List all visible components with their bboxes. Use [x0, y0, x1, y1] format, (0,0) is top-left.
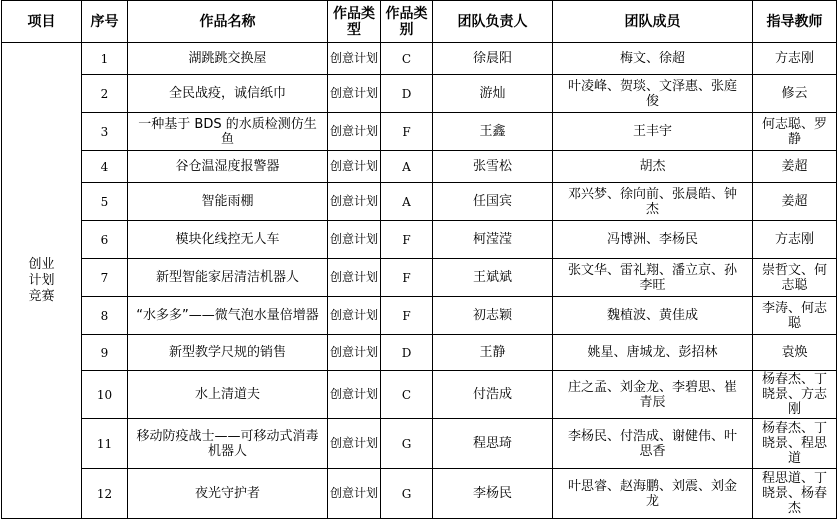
row-name: 一种基于 BDS 的水质检测仿生鱼: [128, 113, 328, 151]
row-name: 全民战疫，诚信纸巾: [128, 75, 328, 113]
row-category: D: [381, 75, 433, 113]
row-leader: 王鑫: [433, 113, 553, 151]
row-advisor: 何志聪、罗静: [753, 113, 837, 151]
row-name: 谷仓温湿度报警器: [128, 151, 328, 183]
row-advisor: 崇哲文、何志聪: [753, 259, 837, 297]
row-leader: 张雪松: [433, 151, 553, 183]
row-members: 冯博洲、李杨民: [553, 221, 753, 259]
row-category: A: [381, 151, 433, 183]
row-type: 创意计划: [328, 371, 381, 419]
row-index: 4: [82, 151, 128, 183]
row-name: “水多多”——微气泡水量倍增器: [128, 297, 328, 335]
row-category: C: [381, 371, 433, 419]
row-type: 创意计划: [328, 113, 381, 151]
row-leader: 付浩成: [433, 371, 553, 419]
row-leader: 王静: [433, 335, 553, 371]
row-advisor: 修云: [753, 75, 837, 113]
row-index: 3: [82, 113, 128, 151]
row-category: F: [381, 259, 433, 297]
row-type: 创意计划: [328, 335, 381, 371]
row-type: 创意计划: [328, 259, 381, 297]
row-category: F: [381, 221, 433, 259]
table-row: [2, 183, 837, 221]
row-name: 模块化线控无人车: [128, 221, 328, 259]
table-row: [2, 419, 837, 469]
row-type: 创意计划: [328, 419, 381, 469]
row-type: 创意计划: [328, 75, 381, 113]
header-leader: 团队负责人: [433, 1, 553, 43]
header-name: 作品名称: [128, 1, 328, 43]
header-index: 序号: [82, 1, 128, 43]
table-row: [2, 469, 837, 519]
row-category: G: [381, 419, 433, 469]
row-members: 梅文、徐超: [553, 43, 753, 75]
row-category: F: [381, 297, 433, 335]
row-advisor: 李涛、何志聪: [753, 297, 837, 335]
row-leader: 王斌斌: [433, 259, 553, 297]
row-advisor: 方志刚: [753, 43, 837, 75]
header-type: 作品类型: [328, 1, 381, 43]
row-index: 9: [82, 335, 128, 371]
row-index: 5: [82, 183, 128, 221]
row-advisor: 杨春杰、丁晓景、方志刚: [753, 371, 837, 419]
header-members: 团队成员: [553, 1, 753, 43]
row-name: 湖跳跳交换屋: [128, 43, 328, 75]
row-index: 11: [82, 419, 128, 469]
row-type: 创意计划: [328, 183, 381, 221]
header-row: [2, 1, 837, 43]
row-advisor: 姜超: [753, 183, 837, 221]
row-advisor: 程思道、丁晓景、杨春杰: [753, 469, 837, 519]
project-cell: 创业计划竞赛: [2, 43, 82, 519]
row-members: 叶凌峰、贺琰、文泽惠、张庭俊: [553, 75, 753, 113]
row-leader: 徐晨阳: [433, 43, 553, 75]
row-name: 夜光守护者: [128, 469, 328, 519]
row-members: 姚星、唐城龙、彭招林: [553, 335, 753, 371]
row-type: 创意计划: [328, 43, 381, 75]
table-row: [2, 113, 837, 151]
row-leader: 初志颖: [433, 297, 553, 335]
row-name: 智能雨棚: [128, 183, 328, 221]
row-leader: 李杨民: [433, 469, 553, 519]
row-index: 8: [82, 297, 128, 335]
row-advisor: 杨春杰、丁晓景、程思道: [753, 419, 837, 469]
row-index: 7: [82, 259, 128, 297]
row-category: C: [381, 43, 433, 75]
row-type: 创意计划: [328, 151, 381, 183]
row-index: 6: [82, 221, 128, 259]
row-index: 1: [82, 43, 128, 75]
table-row: [2, 221, 837, 259]
row-name: 移动防疫战士——可移动式消毒机器人: [128, 419, 328, 469]
row-name: 新型教学尺规的销售: [128, 335, 328, 371]
row-members: 李杨民、付浩成、谢健伟、叶思香: [553, 419, 753, 469]
row-index: 12: [82, 469, 128, 519]
header-category: 作品类别: [381, 1, 433, 43]
competition-table: [1, 0, 837, 519]
row-members: 邓兴梦、徐向前、张晨皓、钟杰: [553, 183, 753, 221]
row-members: 叶思睿、赵海鹏、刘震、刘金龙: [553, 469, 753, 519]
row-name: 水上清道夫: [128, 371, 328, 419]
row-members: 王丰宇: [553, 113, 753, 151]
row-name: 新型智能家居清洁机器人: [128, 259, 328, 297]
row-advisor: 姜超: [753, 151, 837, 183]
table-row: [2, 335, 837, 371]
row-type: 创意计划: [328, 297, 381, 335]
row-category: G: [381, 469, 433, 519]
row-advisor: 袁焕: [753, 335, 837, 371]
row-type: 创意计划: [328, 221, 381, 259]
row-category: A: [381, 183, 433, 221]
row-members: 张文华、雷礼翔、潘立京、孙李旺: [553, 259, 753, 297]
table-row: [2, 371, 837, 419]
row-index: 10: [82, 371, 128, 419]
table-row: [2, 43, 837, 75]
row-index: 2: [82, 75, 128, 113]
row-category: F: [381, 113, 433, 151]
row-members: 胡杰: [553, 151, 753, 183]
row-leader: 游灿: [433, 75, 553, 113]
row-leader: 任国宾: [433, 183, 553, 221]
table-row: [2, 75, 837, 113]
header-project: 项目: [2, 1, 82, 43]
header-advisor: 指导教师: [753, 1, 837, 43]
row-members: 魏植波、黄佳成: [553, 297, 753, 335]
table-row: [2, 259, 837, 297]
row-leader: 柯滢滢: [433, 221, 553, 259]
row-members: 庄之孟、刘金龙、李碧思、崔青辰: [553, 371, 753, 419]
row-category: D: [381, 335, 433, 371]
row-leader: 程思琦: [433, 419, 553, 469]
table-row: [2, 297, 837, 335]
table-row: [2, 151, 837, 183]
row-type: 创意计划: [328, 469, 381, 519]
row-advisor: 方志刚: [753, 221, 837, 259]
